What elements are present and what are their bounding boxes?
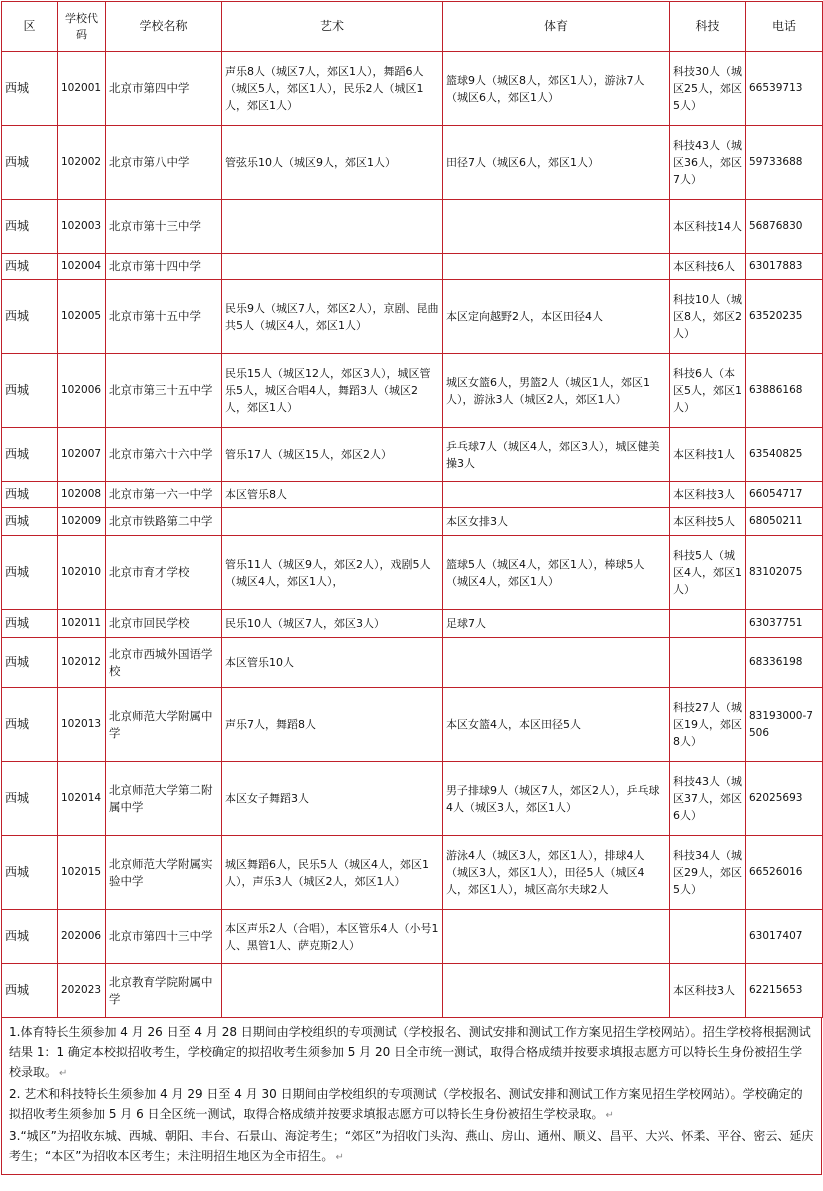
admission-document: [1, 0, 822, 1175]
cell-district: 西城: [2, 688, 58, 762]
header-sports: 体育: [443, 2, 670, 52]
cell-school-code: 102011: [58, 610, 106, 638]
cell-school-name: 北京市第四中学: [106, 52, 222, 126]
table-row: [2, 688, 823, 762]
cell-district: 西城: [2, 482, 58, 508]
cell-phone: 66054717: [746, 482, 823, 508]
cell-school-code: 102004: [58, 254, 106, 280]
table-row: [2, 610, 823, 638]
cell-sports: 本区女篮4人，本区田径5人: [443, 688, 670, 762]
header-phone: 电话: [746, 2, 823, 52]
table-header-row: [2, 2, 823, 52]
cell-phone: 83193000-7506: [746, 688, 823, 762]
cell-sports: [443, 200, 670, 254]
cell-art: [222, 508, 443, 536]
cell-phone: 66539713: [746, 52, 823, 126]
header-district: 区: [2, 2, 58, 52]
cell-school-name: 北京市第十四中学: [106, 254, 222, 280]
cell-school-code: 202006: [58, 910, 106, 964]
cell-tech: 科技34人（城区29人，郊区5人）: [670, 836, 746, 910]
cell-district: 西城: [2, 610, 58, 638]
cell-school-code: 102005: [58, 280, 106, 354]
cell-phone: 63017883: [746, 254, 823, 280]
cell-sports: 篮球9人（城区8人，郊区1人），游泳7人（城区6人，郊区1人）: [443, 52, 670, 126]
table-row: [2, 964, 823, 1018]
cell-sports: 篮球5人（城区4人，郊区1人），棒球5人（城区4人，郊区1人）: [443, 536, 670, 610]
cell-sports: [443, 482, 670, 508]
cell-school-name: 北京市育才学校: [106, 536, 222, 610]
cell-school-code: 102010: [58, 536, 106, 610]
cell-school-name: 北京师范大学附属中学: [106, 688, 222, 762]
table-row: [2, 508, 823, 536]
cell-sports: [443, 964, 670, 1018]
cell-art: 民乐10人（城区7人，郊区3人）: [222, 610, 443, 638]
cell-school-name: 北京市第四十三中学: [106, 910, 222, 964]
cell-phone: 59733688: [746, 126, 823, 200]
cell-district: 西城: [2, 354, 58, 428]
notes-section: [1, 1018, 822, 1175]
cell-phone: 68336198: [746, 638, 823, 688]
cell-art: 本区女子舞蹈3人: [222, 762, 443, 836]
cell-tech: 本区科技1人: [670, 428, 746, 482]
cell-district: 西城: [2, 254, 58, 280]
cell-art: 声乐7人，舞蹈8人: [222, 688, 443, 762]
table-row: [2, 536, 823, 610]
cell-school-name: 北京市第六十六中学: [106, 428, 222, 482]
cell-sports: 本区定向越野2人，本区田径4人: [443, 280, 670, 354]
cell-school-name: 北京市第十三中学: [106, 200, 222, 254]
cell-school-name: 北京师范大学附属实验中学: [106, 836, 222, 910]
cell-tech: 本区科技6人: [670, 254, 746, 280]
cell-art: 管乐17人（城区15人，郊区2人）: [222, 428, 443, 482]
cell-art: 城区舞蹈6人，民乐5人（城区4人，郊区1人），声乐3人（城区2人，郊区1人）: [222, 836, 443, 910]
cell-art: [222, 254, 443, 280]
cell-school-code: 102012: [58, 638, 106, 688]
cell-art: 本区管乐8人: [222, 482, 443, 508]
cell-school-code: 202023: [58, 964, 106, 1018]
cell-art: 管弦乐10人（城区9人，郊区1人）: [222, 126, 443, 200]
cell-district: 西城: [2, 910, 58, 964]
cell-school-name: 北京市第一六一中学: [106, 482, 222, 508]
cell-phone: 56876830: [746, 200, 823, 254]
cell-school-name: 北京市西城外国语学校: [106, 638, 222, 688]
cell-sports: 城区女篮6人，男篮2人（城区1人，郊区1人），游泳3人（城区2人，郊区1人）: [443, 354, 670, 428]
cell-district: 西城: [2, 762, 58, 836]
cell-school-code: 102007: [58, 428, 106, 482]
cell-phone: 83102075: [746, 536, 823, 610]
cell-tech: [670, 610, 746, 638]
cell-art: 本区管乐10人: [222, 638, 443, 688]
cell-phone: 63540825: [746, 428, 823, 482]
cell-art: 民乐15人（城区12人，郊区3人），城区管乐5人，城区合唱4人，舞蹈3人（城区2人，郊区1人）: [222, 354, 443, 428]
cell-art: 声乐8人（城区7人，郊区1人），舞蹈6人（城区5人，郊区1人），民乐2人（城区1人，郊区1人）: [222, 52, 443, 126]
cell-art: 管乐11人（城区9人，郊区2人），戏剧5人（城区4人，郊区1人），: [222, 536, 443, 610]
cell-art: [222, 200, 443, 254]
cell-sports: [443, 638, 670, 688]
return-mark-icon: ↵: [335, 1152, 344, 1163]
cell-district: 西城: [2, 836, 58, 910]
specialty-admission-table: [1, 1, 823, 1018]
cell-tech: 科技5人（城区4人，郊区1人）: [670, 536, 746, 610]
cell-phone: 63886168: [746, 354, 823, 428]
table-row: [2, 354, 823, 428]
table-body: [2, 52, 823, 1018]
cell-school-name: 北京市第十五中学: [106, 280, 222, 354]
cell-sports: 游泳4人（城区3人，郊区1人），排球4人（城区3人，郊区1人），田径5人（城区4人，郊区1人），城区高尔夫球2人: [443, 836, 670, 910]
cell-phone: 68050211: [746, 508, 823, 536]
note-2: 2. 艺术和科技特长生须参加 4 月 29 日至 4 月 30 日期间由学校组织的专项测试（学校报名、测试安排和测试工作方案见招生学校网站）。学校确定的拟招收考生须参加 5 月 6 日全区统一测试，取得合格成绩并按要求填报志愿方可以特长生身份被招生学校录取。 ↵: [9, 1087, 803, 1121]
cell-district: 西城: [2, 428, 58, 482]
table-row: [2, 200, 823, 254]
cell-school-name: 北京市第三十五中学: [106, 354, 222, 428]
cell-art: 民乐9人（城区7人，郊区2人），京剧、昆曲共5人（城区4人，郊区1人）: [222, 280, 443, 354]
cell-school-code: 102003: [58, 200, 106, 254]
cell-tech: [670, 910, 746, 964]
cell-phone: 63037751: [746, 610, 823, 638]
cell-tech: 本区科技14人: [670, 200, 746, 254]
cell-district: 西城: [2, 964, 58, 1018]
table-row: [2, 762, 823, 836]
cell-art: 本区声乐2人（合唱），本区管乐4人（小号1人、黑管1人、萨克斯2人）: [222, 910, 443, 964]
cell-district: 西城: [2, 508, 58, 536]
cell-sports: 本区女排3人: [443, 508, 670, 536]
cell-school-code: 102013: [58, 688, 106, 762]
cell-district: 西城: [2, 638, 58, 688]
header-name: 学校名称: [106, 2, 222, 52]
cell-tech: 科技27人（城区19人，郊区8人）: [670, 688, 746, 762]
cell-tech: 科技43人（城区37人，郊区6人）: [670, 762, 746, 836]
table-row: [2, 910, 823, 964]
return-mark-icon: ↵: [59, 1068, 68, 1079]
cell-phone: 62215653: [746, 964, 823, 1018]
cell-sports: 男子排球9人（城区7人，郊区2人），乒乓球4人（城区3人，郊区1人）: [443, 762, 670, 836]
cell-school-code: 102009: [58, 508, 106, 536]
table-row: [2, 482, 823, 508]
cell-tech: 本区科技3人: [670, 482, 746, 508]
cell-sports: [443, 254, 670, 280]
table-row: [2, 52, 823, 126]
cell-school-code: 102008: [58, 482, 106, 508]
header-art: 艺术: [222, 2, 443, 52]
table-row: [2, 280, 823, 354]
cell-phone: 63520235: [746, 280, 823, 354]
cell-tech: 本区科技3人: [670, 964, 746, 1018]
cell-district: 西城: [2, 52, 58, 126]
cell-tech: 科技6人（本区5人，郊区1人）: [670, 354, 746, 428]
cell-school-name: 北京市回民学校: [106, 610, 222, 638]
header-tech: 科技: [670, 2, 746, 52]
cell-tech: 本区科技5人: [670, 508, 746, 536]
cell-phone: 66526016: [746, 836, 823, 910]
cell-phone: 62025693: [746, 762, 823, 836]
cell-district: 西城: [2, 126, 58, 200]
cell-school-code: 102015: [58, 836, 106, 910]
cell-sports: 乒乓球7人（城区4人，郊区3人），城区健美操3人: [443, 428, 670, 482]
note-1: 1.体育特长生须参加 4 月 26 日至 4 月 28 日期间由学校组织的专项测试（学校报名、测试安排和测试工作方案见招生学校网站）。招生学校将根据测试结果 1：1 确定本校拟招收考生，学校确定的拟招收考生须参加 5 月 20 日全市统一测试，取得合格成绩并按要求填报志愿方可以特长生身份被招生学校录取。 ↵: [9, 1025, 811, 1079]
table-row: [2, 638, 823, 688]
cell-school-name: 北京市铁路第二中学: [106, 508, 222, 536]
cell-school-name: 北京教育学院附属中学: [106, 964, 222, 1018]
cell-phone: 63017407: [746, 910, 823, 964]
cell-sports: 田径7人（城区6人，郊区1人）: [443, 126, 670, 200]
cell-school-name: 北京师范大学第二附属中学: [106, 762, 222, 836]
cell-school-code: 102002: [58, 126, 106, 200]
cell-district: 西城: [2, 200, 58, 254]
table-row: [2, 126, 823, 200]
cell-district: 西城: [2, 536, 58, 610]
cell-tech: 科技10人（城区8人，郊区2人）: [670, 280, 746, 354]
cell-tech: 科技43人（城区36人，郊区7人）: [670, 126, 746, 200]
table-row: [2, 254, 823, 280]
cell-art: [222, 964, 443, 1018]
cell-school-code: 102014: [58, 762, 106, 836]
table-row: [2, 428, 823, 482]
cell-tech: [670, 638, 746, 688]
cell-sports: 足球7人: [443, 610, 670, 638]
header-code: 学校代码: [58, 2, 106, 52]
cell-tech: 科技30人（城区25人，郊区5人）: [670, 52, 746, 126]
cell-sports: [443, 910, 670, 964]
cell-school-name: 北京市第八中学: [106, 126, 222, 200]
cell-school-code: 102006: [58, 354, 106, 428]
note-3: 3.“城区”为招收东城、西城、朝阳、丰台、石景山、海淀考生；“郊区”为招收门头沟、燕山、房山、通州、顺义、昌平、大兴、怀柔、平谷、密云、延庆考生；“本区”为招收本区考生；未注明招生地区为全市招生。 ↵: [9, 1129, 814, 1163]
cell-district: 西城: [2, 280, 58, 354]
return-mark-icon: ↵: [605, 1110, 614, 1121]
table-row: [2, 836, 823, 910]
cell-school-code: 102001: [58, 52, 106, 126]
